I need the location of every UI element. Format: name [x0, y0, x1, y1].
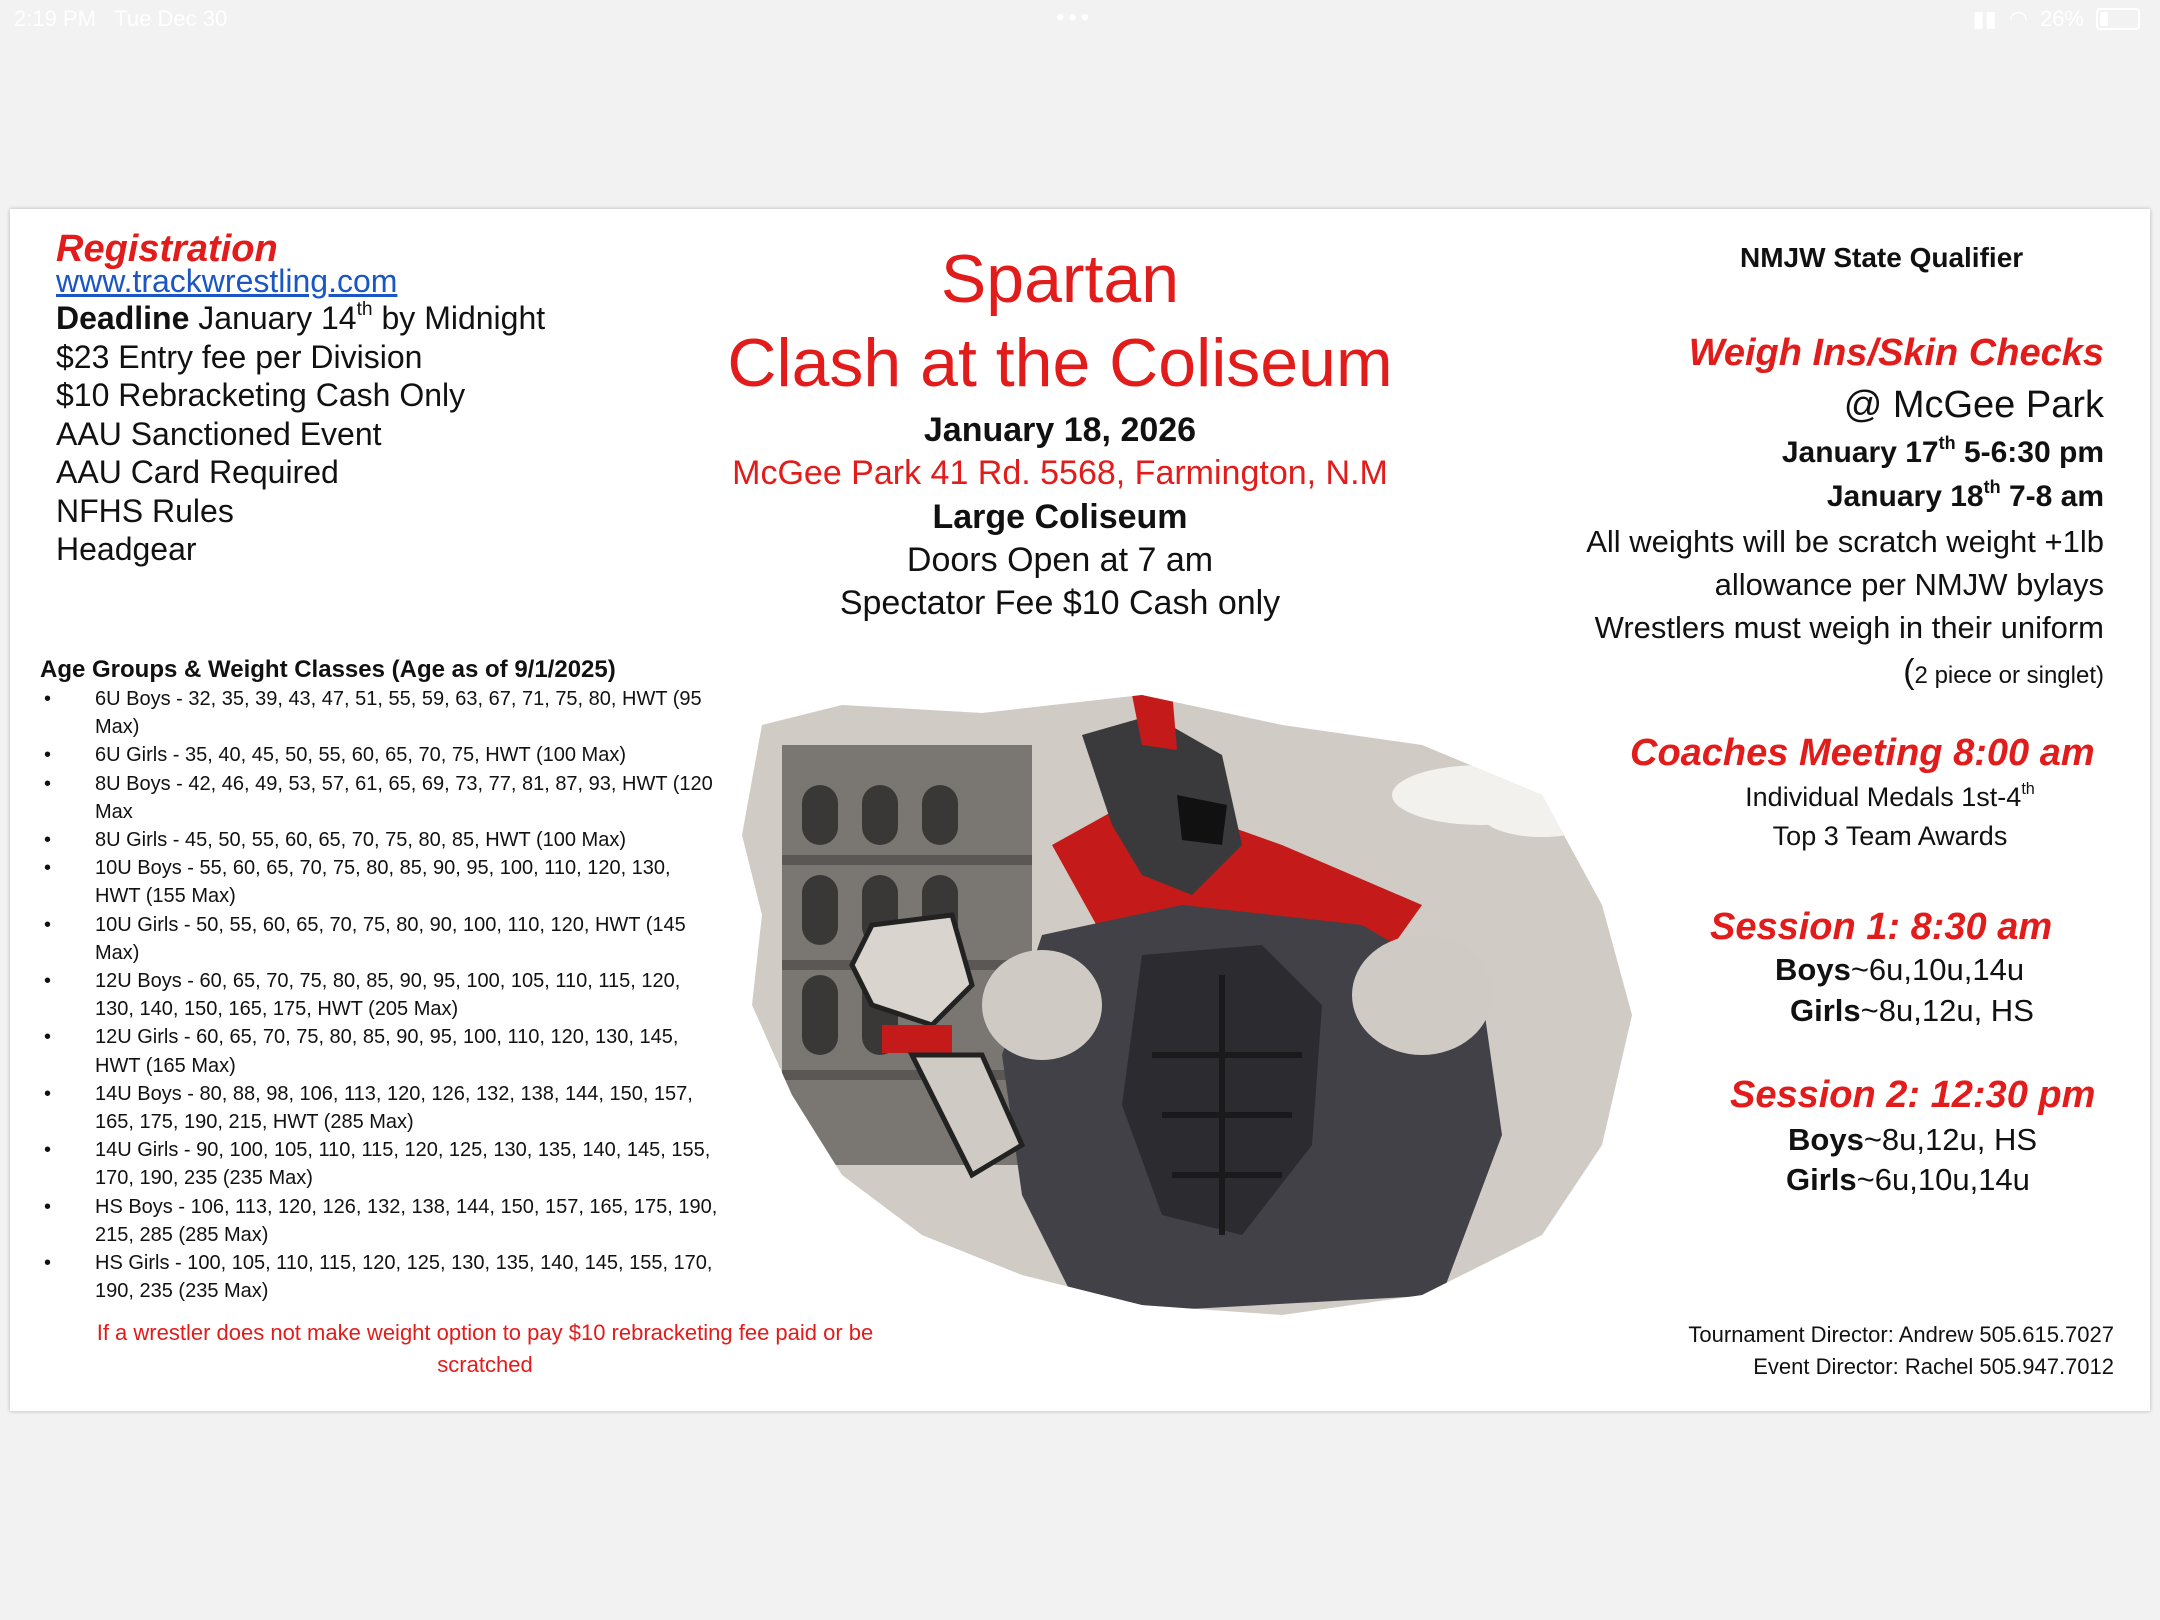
weights-rule-line1: All weights will be scratch weight +1lb [1586, 524, 2104, 559]
session1-heading: Session 1: 8:30 am [1710, 906, 2053, 948]
coaches-meeting: Coaches Meeting 8:00 am [1630, 732, 2095, 774]
deadline-line: Deadline January 14th by Midnight [56, 299, 546, 336]
age-groups-list [30, 685, 720, 1305]
list-item: • 8U Girls - 45, 50, 55, 60, 65, 70, 75, 80, 85, HWT (100 Max) [30, 826, 720, 854]
status-right [1973, 6, 2140, 32]
card-required: AAU Card Required [56, 454, 339, 490]
weights-rule-line2: allowance per NMJW bylays [1714, 567, 2104, 602]
spectator-fee: Spectator Fee $10 Cash only [839, 584, 1281, 622]
list-item: • 8U Boys - 42, 46, 49, 53, 57, 61, 65, 69, 73, 77, 81, 87, 93, HWT (120 Max [30, 770, 720, 826]
individual-medals: Individual Medals 1st-4th [1745, 780, 2035, 812]
battery-fill [2100, 12, 2108, 26]
tournament-director: Tournament Director: Andrew 505.615.7027 [1688, 1322, 2114, 1347]
event-director: Event Director: Rachel 505.947.7012 [1753, 1354, 2114, 1379]
session1-girls: Girls~8u,12u, HS [1790, 993, 2034, 1028]
weigh-ins-day1: January 17th 5-6:30 pm [1781, 433, 2104, 469]
list-item: • 14U Girls - 90, 100, 105, 110, 115, 120, 125, 130, 135, 140, 145, 155, 170, 190, 235 (235 Max) [30, 1136, 720, 1192]
rules: NFHS Rules [56, 492, 234, 529]
list-item: • 10U Boys - 55, 60, 65, 70, 75, 80, 85, 90, 95, 100, 110, 120, 130, HWT (155 Max) [30, 854, 720, 910]
registration-details [56, 299, 545, 569]
list-item: • HS Boys - 106, 113, 120, 126, 132, 138, 144, 150, 157, 165, 175, 190, 215, 285 (285 Max) [30, 1193, 720, 1249]
uniform-note: (2 piece or singlet) [1903, 653, 2104, 691]
headgear: Headgear [56, 531, 197, 567]
doors-open: Doors Open at 7 am [906, 541, 1214, 579]
team-awards: Top 3 Team Awards [1772, 821, 2008, 851]
rebracketing-fee: $10 Rebracketing Cash Only [56, 377, 466, 413]
list-item: • HS Girls - 100, 105, 110, 115, 120, 125, 130, 135, 140, 145, 155, 170, 190, 235 (235 Max) [30, 1249, 720, 1305]
event-flyer [10, 209, 2150, 1411]
battery-percent: 26% [2039, 6, 2084, 31]
registration-link[interactable]: www.trackwrestling.com [56, 263, 398, 299]
signal-icon: ▮▮ [1972, 6, 1997, 31]
status-bar [0, 0, 2160, 40]
sanction: AAU Sanctioned Event [56, 415, 382, 452]
session1-boys: Boys~6u,10u,14u [1775, 952, 2025, 987]
list-item: • 14U Boys - 80, 88, 98, 106, 113, 120, 126, 132, 138, 144, 150, 157, 165, 175, 190, 215, HWT (285 Max) [30, 1080, 720, 1136]
wifi-icon: ◠ [2008, 6, 2028, 31]
registration-heading: Registration [56, 228, 278, 270]
event-address: McGee Park 41 Rd. 5568, Farmington, N.M [732, 454, 1388, 492]
status-time: 2:19 PM Tue Dec 30 [14, 6, 228, 31]
event-date: January 18, 2026 [923, 411, 1197, 449]
list-item: • 10U Girls - 50, 55, 60, 65, 70, 75, 80, 90, 100, 110, 120, HWT (145 Max) [30, 911, 720, 967]
list-item: • 6U Girls - 35, 40, 45, 50, 55, 60, 65, 70, 75, HWT (100 Max) [30, 741, 720, 769]
age-groups-heading: Age Groups & Weight Classes (Age as of 9/1/2025) [40, 656, 616, 683]
multitasking-dots[interactable]: ••• [1056, 4, 1094, 31]
session2-girls: Girls~6u,10u,14u [1786, 1162, 2030, 1197]
spartan-warrior-illustration [722, 675, 1647, 1315]
session2-heading: Session 2: 12:30 pm [1730, 1074, 2096, 1116]
weigh-ins-heading: Weigh Ins/Skin Checks [1688, 332, 2104, 374]
session2-boys: Boys~8u,12u, HS [1788, 1122, 2038, 1157]
list-item: • 12U Girls - 60, 65, 70, 75, 80, 85, 90, 95, 100, 110, 120, 130, 145, HWT (165 Max) [30, 1023, 720, 1079]
list-item: • 12U Boys - 60, 65, 70, 75, 80, 85, 90, 95, 100, 105, 110, 115, 120, 130, 140, 150, 165, 175, HWT (205 Max) [30, 967, 720, 1023]
battery-icon [2096, 8, 2140, 30]
weigh-ins-day2: January 18th 7-8 am [1826, 477, 2104, 513]
weigh-ins-location: @ McGee Park [1843, 384, 2104, 426]
uniform-rule: Wrestlers must weigh in their uniform [1594, 610, 2104, 645]
event-title-line1: Spartan [940, 241, 1180, 317]
list-item: • 6U Boys - 32, 35, 39, 43, 47, 51, 55, 59, 63, 67, 71, 75, 80, HWT (95 Max) [30, 685, 720, 741]
qualifier-label: NMJW State Qualifier [1740, 242, 2024, 273]
rebracketing-note: If a wrestler does not make weight option to pay $10 rebracketing fee paid or be scratched [96, 1320, 874, 1377]
event-title-line2: Clash at the Coliseum [727, 325, 1393, 401]
event-venue: Large Coliseum [932, 498, 1188, 536]
entry-fee: $23 Entry fee per Division [56, 338, 423, 375]
